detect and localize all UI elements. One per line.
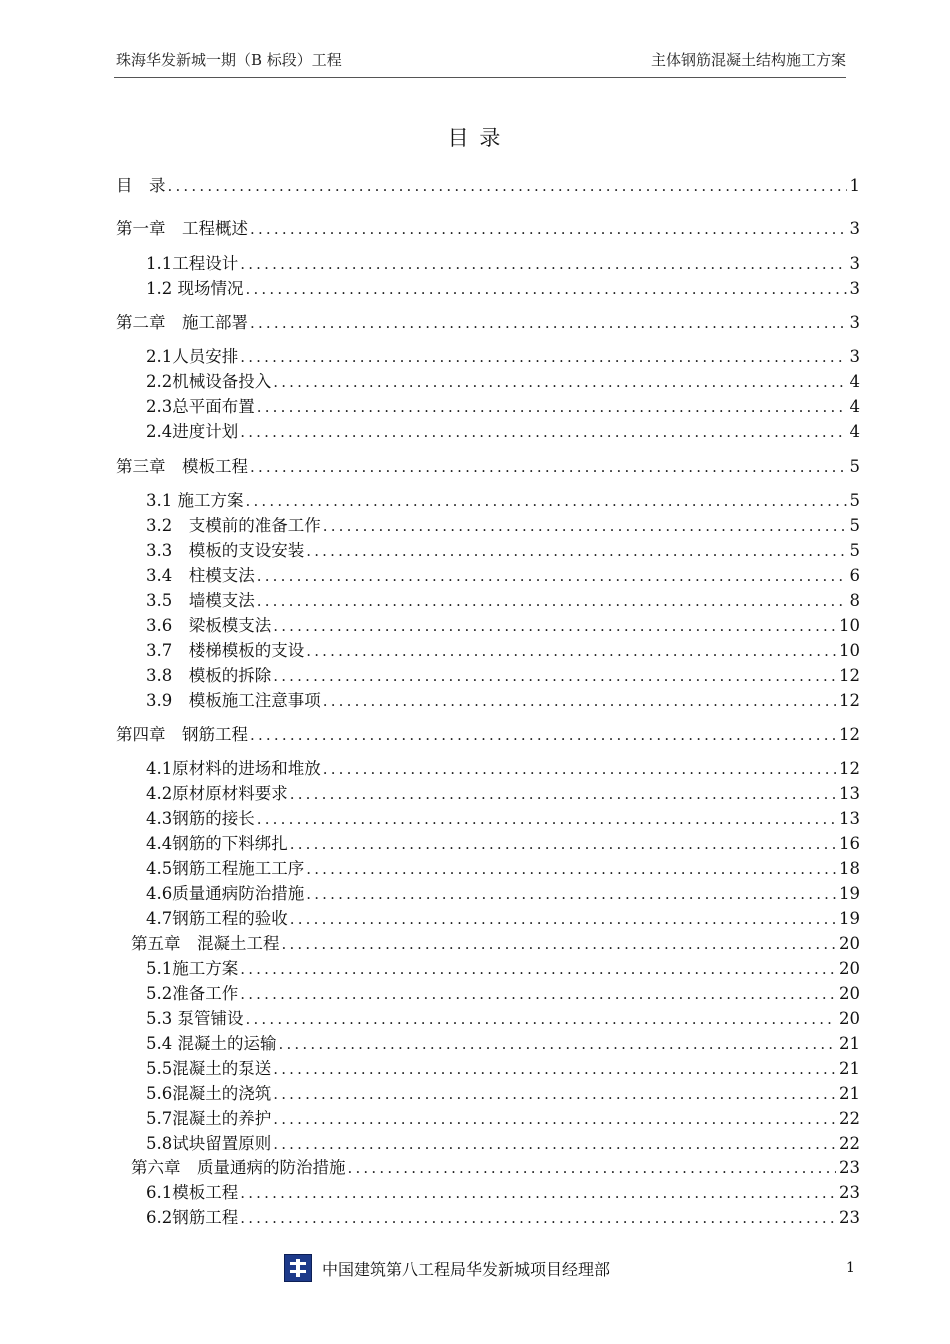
toc-entry-label: 5.7混凝土的养护 bbox=[146, 1109, 272, 1128]
toc-entry-page: 10 bbox=[839, 641, 860, 660]
toc-dot-leader bbox=[250, 218, 847, 240]
toc-entry-label: 5.2准备工作 bbox=[146, 984, 239, 1003]
toc-entry-page: 12 bbox=[839, 725, 860, 744]
toc-entry-label: 5.8试块留置原则 bbox=[146, 1134, 272, 1153]
toc-entry-label: 4.5钢筋工程施工工序 bbox=[146, 859, 305, 878]
toc-entry-page: 23 bbox=[839, 1158, 860, 1177]
toc-dot-leader bbox=[273, 1083, 836, 1105]
toc-dot-leader bbox=[273, 1133, 836, 1155]
toc-entry-label: 5.6混凝土的浇筑 bbox=[146, 1084, 272, 1103]
toc-entry[interactable] bbox=[0, 908, 950, 930]
toc-entry[interactable] bbox=[0, 1182, 950, 1204]
toc-entry-label: 3.8 模板的拆除 bbox=[146, 666, 272, 685]
toc-entry-page: 12 bbox=[839, 691, 860, 710]
toc-entry-label: 4.1原材料的进场和堆放 bbox=[146, 759, 321, 778]
toc-entry[interactable] bbox=[0, 883, 950, 905]
toc-entry-page: 12 bbox=[839, 759, 860, 778]
toc-dot-leader bbox=[240, 1182, 836, 1204]
toc-dot-leader bbox=[257, 396, 847, 418]
toc-entry-page: 8 bbox=[849, 591, 860, 610]
toc-entry-label: 2.4进度计划 bbox=[146, 422, 239, 441]
toc-entry-label: 4.7钢筋工程的验收 bbox=[146, 909, 288, 928]
toc-dot-leader bbox=[273, 665, 836, 687]
toc-entry-label: 5.5混凝土的泵送 bbox=[146, 1059, 272, 1078]
toc-entry-label: 3.4 柱模支法 bbox=[146, 566, 255, 585]
toc-dot-leader bbox=[240, 346, 846, 368]
toc-entry-label: 1.1工程设计 bbox=[146, 254, 239, 273]
toc-entry[interactable] bbox=[0, 253, 950, 275]
toc-entry-label: 3.6 梁板模支法 bbox=[146, 616, 272, 635]
toc-dot-leader bbox=[246, 278, 847, 300]
toc-entry[interactable] bbox=[0, 665, 950, 687]
toc-entry-page: 23 bbox=[839, 1183, 860, 1202]
toc-entry[interactable] bbox=[0, 490, 950, 512]
toc-entry[interactable] bbox=[0, 1058, 950, 1080]
company-logo-icon bbox=[284, 1254, 312, 1282]
toc-entry-page: 20 bbox=[839, 1009, 860, 1028]
toc-dot-leader bbox=[240, 1207, 836, 1229]
toc-entry-label: 第二章 施工部署 bbox=[116, 313, 248, 332]
toc-entry-label: 第六章 质量通病的防治措施 bbox=[131, 1158, 346, 1177]
toc-entry-label: 6.1模板工程 bbox=[146, 1183, 239, 1202]
toc-entry-page: 21 bbox=[839, 1034, 860, 1053]
toc-entry[interactable] bbox=[0, 808, 950, 830]
toc-dot-leader bbox=[240, 983, 836, 1005]
toc-entry[interactable] bbox=[0, 1008, 950, 1030]
toc-entry[interactable] bbox=[0, 565, 950, 587]
page-number: 1 bbox=[846, 1260, 855, 1276]
toc-dot-leader bbox=[282, 933, 837, 955]
toc-entry-label: 2.3总平面布置 bbox=[146, 397, 255, 416]
toc-entry-page: 5 bbox=[849, 541, 860, 560]
toc-dot-leader bbox=[306, 883, 836, 905]
toc-entry-page: 3 bbox=[849, 219, 860, 238]
toc-entry[interactable] bbox=[0, 1157, 950, 1179]
toc-entry-label: 目 录 bbox=[116, 176, 166, 195]
toc-entry-page: 22 bbox=[839, 1134, 860, 1153]
toc-entry[interactable] bbox=[0, 590, 950, 612]
toc-entry-page: 10 bbox=[839, 616, 860, 635]
header-document-name: 主体钢筋混凝土结构施工方案 bbox=[650, 50, 846, 69]
toc-entry-page: 21 bbox=[839, 1059, 860, 1078]
toc-dot-leader bbox=[323, 690, 836, 712]
toc-entry[interactable] bbox=[0, 933, 950, 955]
toc-entry[interactable] bbox=[0, 758, 950, 780]
toc-entry-page: 4 bbox=[849, 372, 860, 391]
toc-entry[interactable] bbox=[0, 1033, 950, 1055]
toc-entry-page: 12 bbox=[839, 666, 860, 685]
toc-dot-leader bbox=[290, 908, 836, 930]
toc-dot-leader bbox=[240, 958, 836, 980]
toc-entry[interactable] bbox=[0, 1207, 950, 1229]
toc-dot-leader bbox=[273, 1108, 836, 1130]
toc-entry[interactable] bbox=[0, 396, 950, 418]
page-footer bbox=[0, 1254, 950, 1284]
toc-entry-label: 5.3 泵管铺设 bbox=[146, 1009, 244, 1028]
toc-entry[interactable] bbox=[0, 858, 950, 880]
toc-entry-page: 3 bbox=[849, 313, 860, 332]
toc-entry-label: 第五章 混凝土工程 bbox=[131, 934, 280, 953]
toc-entry[interactable] bbox=[0, 1108, 950, 1130]
toc-entry-page: 16 bbox=[839, 834, 860, 853]
toc-entry-label: 4.4钢筋的下料绑扎 bbox=[146, 834, 288, 853]
toc-entry-label: 4.3钢筋的接长 bbox=[146, 809, 255, 828]
toc-entry[interactable] bbox=[0, 371, 950, 393]
toc-dot-leader bbox=[168, 175, 847, 197]
footer-organization: 中国建筑第八工程局华发新城项目经理部 bbox=[322, 1260, 611, 1279]
toc-entry[interactable] bbox=[0, 312, 950, 334]
toc-dot-leader bbox=[306, 858, 836, 880]
toc-dot-leader bbox=[273, 615, 836, 637]
toc-entry-page: 1 bbox=[849, 176, 860, 195]
toc-entry-label: 3.9 模板施工注意事项 bbox=[146, 691, 321, 710]
toc-entry[interactable] bbox=[0, 690, 950, 712]
toc-entry-page: 18 bbox=[839, 859, 860, 878]
toc-dot-leader bbox=[240, 253, 846, 275]
toc-dot-leader bbox=[250, 312, 847, 334]
toc-dot-leader bbox=[257, 565, 847, 587]
toc-entry-page: 19 bbox=[839, 909, 860, 928]
toc-entry-page: 3 bbox=[849, 254, 860, 273]
toc-entry-page: 4 bbox=[849, 422, 860, 441]
toc-dot-leader bbox=[257, 808, 836, 830]
toc-entry[interactable] bbox=[0, 983, 950, 1005]
toc-entry[interactable] bbox=[0, 640, 950, 662]
toc-entry-page: 5 bbox=[849, 491, 860, 510]
toc-entry-label: 2.1人员安排 bbox=[146, 347, 239, 366]
toc-entry[interactable] bbox=[0, 540, 950, 562]
toc-entry-label: 第三章 模板工程 bbox=[116, 457, 248, 476]
toc-dot-leader bbox=[323, 758, 836, 780]
toc-entry-page: 3 bbox=[849, 347, 860, 366]
toc-entry[interactable] bbox=[0, 724, 950, 746]
toc-entry[interactable] bbox=[0, 421, 950, 443]
toc-entry[interactable] bbox=[0, 958, 950, 980]
toc-dot-leader bbox=[273, 1058, 836, 1080]
toc-entry[interactable] bbox=[0, 1083, 950, 1105]
toc-dot-leader bbox=[306, 640, 836, 662]
toc-entry-label: 4.6质量通病防治措施 bbox=[146, 884, 305, 903]
toc-entry-label: 第一章 工程概述 bbox=[116, 219, 248, 238]
toc-dot-leader bbox=[240, 421, 846, 443]
toc-dot-leader bbox=[348, 1157, 837, 1179]
toc-dot-leader bbox=[273, 371, 846, 393]
toc-entry-label: 1.2 现场情况 bbox=[146, 279, 244, 298]
toc-entry[interactable] bbox=[0, 615, 950, 637]
page-title: 目 录 bbox=[447, 126, 503, 150]
toc-entry-label: 2.2机械设备投入 bbox=[146, 372, 272, 391]
toc-entry-label: 3.7 楼梯模板的支设 bbox=[146, 641, 305, 660]
toc-entry-label: 第四章 钢筋工程 bbox=[116, 725, 248, 744]
toc-dot-leader bbox=[257, 590, 847, 612]
toc-entry-page: 6 bbox=[849, 566, 860, 585]
toc-entry[interactable] bbox=[0, 346, 950, 368]
toc-dot-leader bbox=[246, 1008, 837, 1030]
toc-entry-page: 20 bbox=[839, 984, 860, 1003]
toc-entry[interactable] bbox=[0, 783, 950, 805]
header-project-name: 珠海华发新城一期（B 标段）工程 bbox=[116, 50, 342, 69]
toc-entry[interactable] bbox=[0, 278, 950, 300]
toc-entry-page: 23 bbox=[839, 1208, 860, 1227]
toc-entry-label: 5.1施工方案 bbox=[146, 959, 239, 978]
toc-entry-page: 20 bbox=[839, 934, 860, 953]
toc-dot-leader bbox=[279, 1033, 837, 1055]
toc-entry[interactable] bbox=[0, 456, 950, 478]
toc-entry-label: 3.3 模板的支设安装 bbox=[146, 541, 305, 560]
toc-entry-page: 13 bbox=[839, 809, 860, 828]
toc-entry-page: 20 bbox=[839, 959, 860, 978]
toc-dot-leader bbox=[290, 783, 836, 805]
toc-entry-page: 5 bbox=[849, 457, 860, 476]
toc-entry[interactable] bbox=[0, 833, 950, 855]
toc-dot-leader bbox=[306, 540, 846, 562]
toc-entry-page: 3 bbox=[849, 279, 860, 298]
toc-entry-page: 13 bbox=[839, 784, 860, 803]
toc-entry-label: 4.2原材原材料要求 bbox=[146, 784, 288, 803]
toc-entry-label: 3.5 墙模支法 bbox=[146, 591, 255, 610]
toc-dot-leader bbox=[250, 456, 847, 478]
toc-entry-page: 19 bbox=[839, 884, 860, 903]
toc-dot-leader bbox=[250, 724, 836, 746]
toc-entry-label: 6.2钢筋工程 bbox=[146, 1208, 239, 1227]
toc-dot-leader bbox=[290, 833, 836, 855]
toc-entry-page: 5 bbox=[849, 516, 860, 535]
toc-entry-label: 3.2 支模前的准备工作 bbox=[146, 516, 321, 535]
toc-dot-leader bbox=[246, 490, 847, 512]
toc-entry[interactable] bbox=[0, 175, 950, 197]
toc-dot-leader bbox=[323, 515, 847, 537]
toc-entry[interactable] bbox=[0, 1133, 950, 1155]
toc-entry-page: 4 bbox=[849, 397, 860, 416]
toc-entry-label: 3.1 施工方案 bbox=[146, 491, 244, 510]
toc-entry-page: 21 bbox=[839, 1084, 860, 1103]
toc-entry-page: 22 bbox=[839, 1109, 860, 1128]
toc-entry[interactable] bbox=[0, 218, 950, 240]
toc-entry[interactable] bbox=[0, 515, 950, 537]
toc-entry-label: 5.4 混凝土的运输 bbox=[146, 1034, 277, 1053]
